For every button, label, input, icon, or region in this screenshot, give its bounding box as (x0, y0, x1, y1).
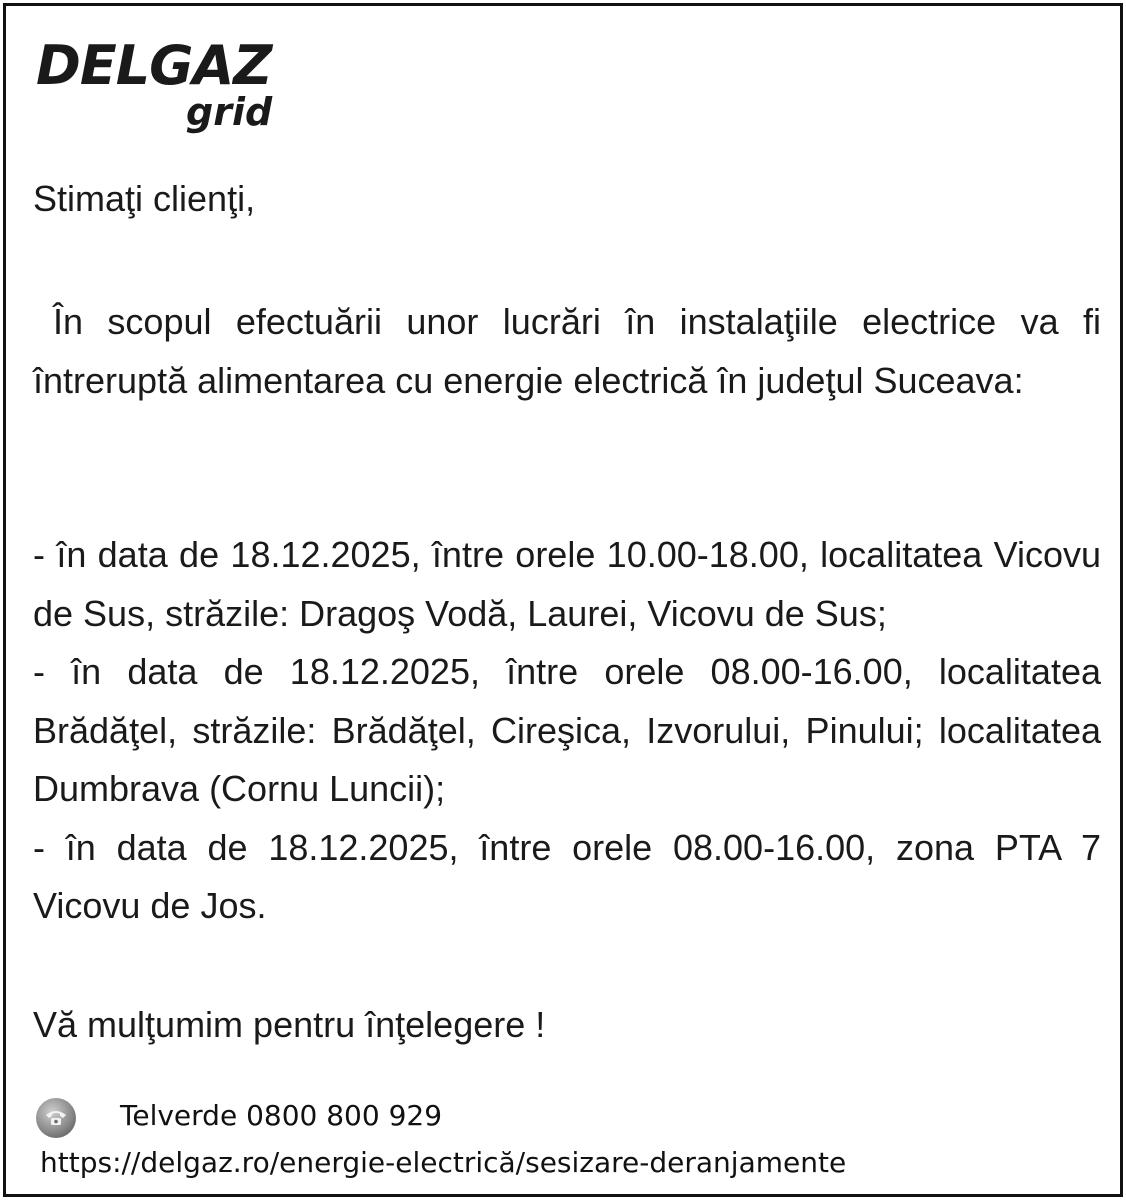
notice-frame (3, 3, 1123, 1197)
delgaz-grid-logo (36, 36, 296, 146)
outage-report-link[interactable]: https://delgaz.ro/energie-electrică/sesizare-deranjamente (40, 1146, 847, 1179)
outage-item: - în data de 18.12.2025, între orele 10.00-18.00, localitatea Vicovu de Sus, străzile: Dragoş Vodă, Laurei, Vicovu de Sus; (33, 534, 1101, 634)
phone-number: Telverde 0800 800 929 (120, 1099, 443, 1132)
greeting: Stimaţi clienţi, (33, 178, 256, 219)
logo-sub: grid (186, 90, 273, 134)
thanks-line: Vă mulţumim pentru înţelegere ! (33, 1004, 546, 1045)
outage-list (33, 526, 1101, 936)
outage-item: - în data de 18.12.2025, între orele 08.00-16.00, zona PTA 7 Vicovu de Jos. (33, 826, 1101, 926)
logo-brand: DELGAZ (36, 34, 272, 97)
outage-item: - în data de 18.12.2025, între orele 08.00-16.00, localitatea Brădăţel, străzile: Brădăţel, Cireşica, Izvorului, Pinului; localitatea Dumbrava (Cornu Luncii); (33, 651, 1101, 809)
intro-paragraph: În scopul efectuării unor lucrări în instalaţiile electrice va fi întreruptă alimentarea cu energie electrică în judeţul Suceava: (33, 301, 1101, 401)
phone-icon (36, 1098, 76, 1138)
